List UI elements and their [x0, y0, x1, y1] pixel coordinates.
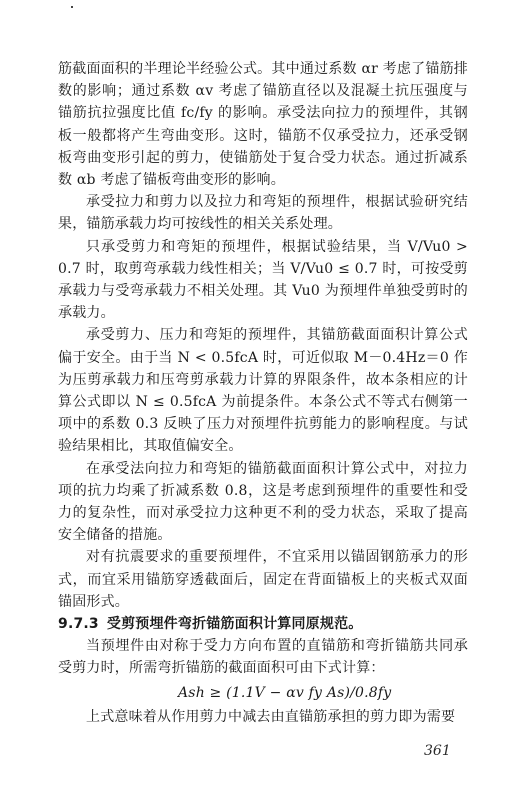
paragraph-1: 筋截面面积的半理论半经验公式。其中通过系数 αr 考虑了锚筋排数的影响；通过系数 αv 考虑了锚筋直径以及混凝土抗压强度与锚筋抗拉强度比值 fc/fy 的影响。承受法向拉力的预埋件，其钢板一般都将产生弯曲变形。这时，锚筋不仅承受拉力，还承受钢板弯曲变形引起的剪力，使锚筋处于复合受力状态。通过折减系数 αb 考虑了锚板弯曲变形的影响。 — [58, 61, 468, 189]
paragraph-6: 对有抗震要求的重要预埋件，不宜采用以锚固钢筋承力的形式，而宜采用锚筋穿透截面后，固定在背面锚板上的夹板式双面锚固形式。 — [58, 549, 468, 610]
paragraph-2: 承受拉力和剪力以及拉力和弯矩的预埋件，根据试验研究结果，锚筋承载力均可按线性的相关关系处理。 — [58, 194, 468, 233]
paragraph-8: 上式意味着从作用剪力中减去由直锚筋承担的剪力即为需要 — [86, 708, 456, 725]
paragraph-5: 在承受法向拉力和弯矩的锚筋截面面积计算公式中，对拉力项的抗力均乘了折减系数 0.8，这是考虑到预埋件的重要性和受力的复杂性，而对承受拉力这种更不利的受力状态，采取了提高安全储备的措施。 — [58, 460, 468, 544]
formula: Ash ≥ (1.1V − αv fy As)/0.8fy — [178, 684, 392, 701]
body-text — [58, 58, 468, 728]
paragraph-4: 承受剪力、压力和弯矩的预埋件，其锚筋截面面积计算公式偏于安全。由于当 N < 0.5fcA 时，可近似取 M－0.4Hz＝0 作为压剪承载力和压弯剪承载力计算的界限条件，故本条相应的计算公式即以 N ≤ 0.5fcA 为前提条件。本条公式不等式右侧第一项中的系数 0.3 反映了压力对预埋件抗剪能力的影响程度。与试验结果相比，其取值偏安全。 — [58, 327, 468, 455]
scan-speck — [71, 6, 73, 8]
section-heading — [58, 613, 468, 635]
section-number: 9.7.3 — [58, 616, 99, 633]
page-number: 361 — [424, 743, 451, 759]
paragraph-3: 只承受剪力和弯矩的预埋件，根据试验结果，当 V/Vu0 > 0.7 时，取剪弯承载力线性相关；当 V/Vu0 ≤ 0.7 时，可按受剪承载力与受弯承载力不相关处理。其 Vu0 为预埋件单独受剪时的承载力。 — [58, 238, 468, 322]
section-title: 受剪预埋件弯折锚筋面积计算同原规范。 — [106, 616, 363, 633]
paragraph-7: 当预埋件由对称于受力方向布置的直锚筋和弯折锚筋共同承受剪力时，所需弯折锚筋的截面面积可由下式计算： — [58, 638, 468, 677]
